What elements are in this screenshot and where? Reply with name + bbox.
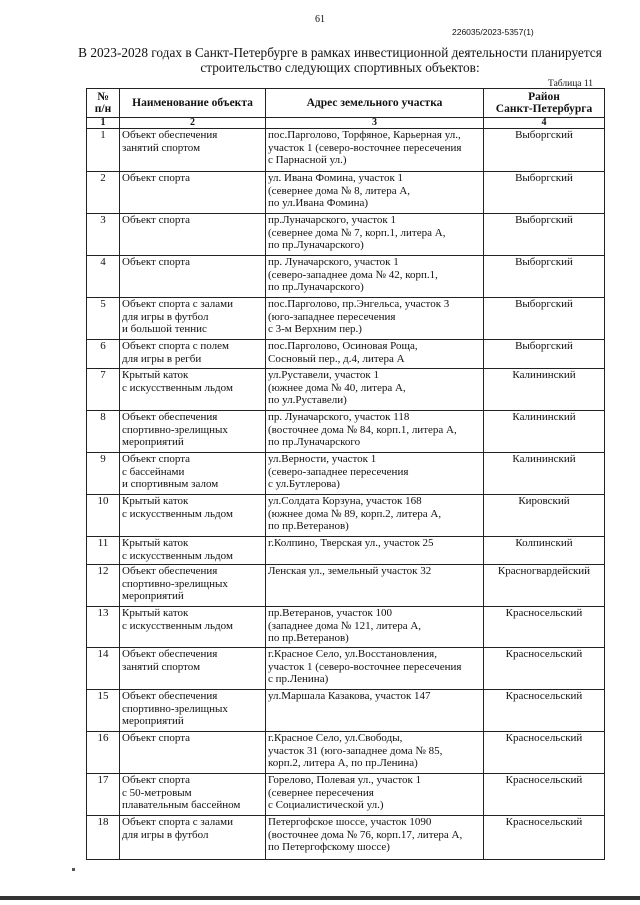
table-row bbox=[87, 495, 605, 537]
row-number: 12 bbox=[87, 565, 120, 607]
row-number: 15 bbox=[87, 690, 120, 732]
land-address: пос.Парголово, пр.Энгельса, участок 3 (юго-западнее пересечения с 3-м Верхним пер.) bbox=[266, 298, 484, 340]
district-name: Красносельский bbox=[484, 648, 605, 690]
table-row bbox=[87, 411, 605, 453]
object-name: Крытый каток с искусственным льдом bbox=[120, 369, 266, 411]
district-name: Колпинский bbox=[484, 537, 605, 565]
header-name: Наименование объекта bbox=[120, 89, 266, 118]
object-name: Объект спорта с залами для игры в футбол и большой теннис bbox=[120, 298, 266, 340]
object-name: Крытый каток с искусственным льдом bbox=[120, 537, 266, 565]
object-name: Объект спорта bbox=[120, 214, 266, 256]
district-name: Выборгский bbox=[484, 340, 605, 369]
land-address: ул.Маршала Казакова, участок 147 bbox=[266, 690, 484, 732]
district-name: Красносельский bbox=[484, 816, 605, 860]
table-label: Таблица 11 bbox=[548, 79, 594, 89]
bottom-edge-line bbox=[0, 896, 640, 900]
district-name: Красносельский bbox=[484, 732, 605, 774]
land-address: ул.Солдата Корзуна, участок 168 (южнее дома № 89, корп.2, литера А, по пр.Ветеранов) bbox=[266, 495, 484, 537]
land-address: пр. Луначарского, участок 118 (восточнее дома № 84, корп.1, литера А, по пр.Луначарского bbox=[266, 411, 484, 453]
scan-mark bbox=[72, 868, 75, 871]
district-name: Выборгский bbox=[484, 129, 605, 172]
district-name: Выборгский bbox=[484, 214, 605, 256]
object-name: Объект спорта bbox=[120, 732, 266, 774]
district-name: Выборгский bbox=[484, 172, 605, 214]
row-number: 13 bbox=[87, 607, 120, 648]
table-row bbox=[87, 340, 605, 369]
table-row bbox=[87, 129, 605, 172]
row-number: 1 bbox=[87, 129, 120, 172]
object-name: Объект обеспечения занятий спортом bbox=[120, 129, 266, 172]
land-address: пр.Ветеранов, участок 100 (западнее дома № 121, литера А, по пр.Ветеранов) bbox=[266, 607, 484, 648]
land-address: ул.Верности, участок 1 (северо-западнее пересечения с ул.Бутлерова) bbox=[266, 453, 484, 495]
district-name: Кировский bbox=[484, 495, 605, 537]
column-number: 3 bbox=[266, 118, 484, 129]
object-name: Объект спорта с 50-метровым плавательным бассейном bbox=[120, 774, 266, 816]
land-address: Горелово, Полевая ул., участок 1 (севернее пересечения с Социалистической ул.) bbox=[266, 774, 484, 816]
land-address: пос.Парголово, Торфяное, Карьерная ул., участок 1 (северо-восточнее пересечения с Парнасной ул.) bbox=[266, 129, 484, 172]
sports-objects-table bbox=[86, 88, 605, 860]
district-name: Красносельский bbox=[484, 607, 605, 648]
object-name: Объект спорта с полем для игры в регби bbox=[120, 340, 266, 369]
land-address: г.Колпино, Тверская ул., участок 25 bbox=[266, 537, 484, 565]
row-number: 10 bbox=[87, 495, 120, 537]
intro-paragraph: В 2023-2028 годах в Санкт-Петербурге в рамках инвестиционной деятельности планируется строительство следующих спортивных объектов: bbox=[78, 45, 602, 75]
land-address: пр. Луначарского, участок 1 (северо-западнее дома № 42, корп.1, по пр.Луначарского) bbox=[266, 256, 484, 298]
table-row bbox=[87, 453, 605, 495]
column-number: 1 bbox=[87, 118, 120, 129]
table-row bbox=[87, 816, 605, 860]
district-name: Выборгский bbox=[484, 298, 605, 340]
column-number-row bbox=[87, 118, 605, 129]
district-name: Калининский bbox=[484, 453, 605, 495]
table-row bbox=[87, 172, 605, 214]
row-number: 14 bbox=[87, 648, 120, 690]
land-address: Ленская ул., земельный участок 32 bbox=[266, 565, 484, 607]
district-name: Красносельский bbox=[484, 690, 605, 732]
row-number: 16 bbox=[87, 732, 120, 774]
object-name: Объект спорта bbox=[120, 256, 266, 298]
district-name: Красносельский bbox=[484, 774, 605, 816]
table-row bbox=[87, 648, 605, 690]
district-name: Калининский bbox=[484, 369, 605, 411]
district-name: Калининский bbox=[484, 411, 605, 453]
land-address: г.Красное Село, ул.Свободы, участок 31 (юго-западнее дома № 85, корп.2, литера А, по пр.Ленина) bbox=[266, 732, 484, 774]
table-row bbox=[87, 369, 605, 411]
district-name: Выборгский bbox=[484, 256, 605, 298]
land-address: ул. Ивана Фомина, участок 1 (севернее дома № 8, литера А, по ул.Ивана Фомина) bbox=[266, 172, 484, 214]
row-number: 2 bbox=[87, 172, 120, 214]
document-id: 226035/2023-5357(1) bbox=[452, 27, 534, 37]
object-name: Крытый каток с искусственным льдом bbox=[120, 495, 266, 537]
header-num: № п/н bbox=[87, 89, 120, 118]
table-row bbox=[87, 298, 605, 340]
row-number: 17 bbox=[87, 774, 120, 816]
row-number: 9 bbox=[87, 453, 120, 495]
land-address: Петергофское шоссе, участок 1090 (восточнее дома № 76, корп.17, литера А, по Петергофскому шоссе) bbox=[266, 816, 484, 860]
table-row bbox=[87, 214, 605, 256]
land-address: пр.Луначарского, участок 1 (севернее дома № 7, корп.1, литера А, по пр.Луначарского) bbox=[266, 214, 484, 256]
column-number: 2 bbox=[120, 118, 266, 129]
page-number: 61 bbox=[315, 14, 325, 25]
row-number: 6 bbox=[87, 340, 120, 369]
object-name: Объект обеспечения спортивно-зрелищных мероприятий bbox=[120, 690, 266, 732]
object-name: Объект обеспечения занятий спортом bbox=[120, 648, 266, 690]
table-row bbox=[87, 565, 605, 607]
table-row bbox=[87, 690, 605, 732]
column-number: 4 bbox=[484, 118, 605, 129]
header-district: Район Санкт-Петербурга bbox=[484, 89, 605, 118]
land-address: пос.Парголово, Осиновая Роща, Сосновый пер., д.4, литера А bbox=[266, 340, 484, 369]
district-name: Красногвардейский bbox=[484, 565, 605, 607]
table-row bbox=[87, 732, 605, 774]
object-name: Объект обеспечения спортивно-зрелищных мероприятий bbox=[120, 565, 266, 607]
land-address: ул.Руставели, участок 1 (южнее дома № 40, литера А, по ул.Руставели) bbox=[266, 369, 484, 411]
table-row bbox=[87, 607, 605, 648]
land-address: г.Красное Село, ул.Восстановления, участок 1 (северо-восточнее пересечения с пр.Ленина) bbox=[266, 648, 484, 690]
row-number: 3 bbox=[87, 214, 120, 256]
object-name: Объект обеспечения спортивно-зрелищных мероприятий bbox=[120, 411, 266, 453]
row-number: 7 bbox=[87, 369, 120, 411]
object-name: Объект спорта с бассейнами и спортивным залом bbox=[120, 453, 266, 495]
header-address: Адрес земельного участка bbox=[266, 89, 484, 118]
row-number: 8 bbox=[87, 411, 120, 453]
row-number: 5 bbox=[87, 298, 120, 340]
table-row bbox=[87, 774, 605, 816]
row-number: 11 bbox=[87, 537, 120, 565]
row-number: 18 bbox=[87, 816, 120, 860]
table-row bbox=[87, 537, 605, 565]
object-name: Крытый каток с искусственным льдом bbox=[120, 607, 266, 648]
row-number: 4 bbox=[87, 256, 120, 298]
object-name: Объект спорта bbox=[120, 172, 266, 214]
header-row bbox=[87, 89, 605, 118]
object-name: Объект спорта с залами для игры в футбол bbox=[120, 816, 266, 860]
table-row bbox=[87, 256, 605, 298]
